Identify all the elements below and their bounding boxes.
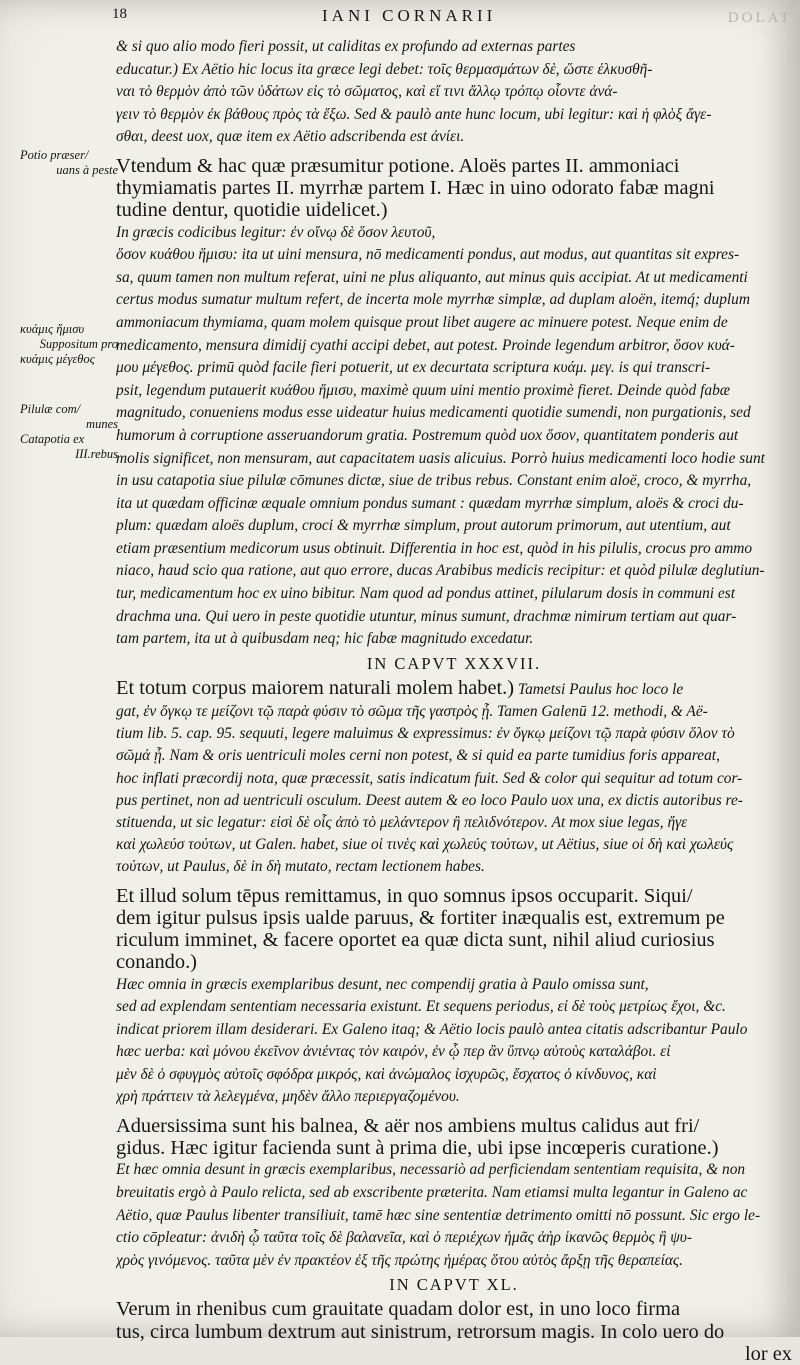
text-line: dem igitur pulsus ipsis ualde paruus, & fortiter inæqualis est, extremum pe <box>116 906 725 929</box>
margin-note-line: munes <box>86 417 118 431</box>
bleed-through-head: DOLAT <box>727 10 792 26</box>
commentary-paragraph <box>116 1159 792 1272</box>
text-line: etiam præsentium medicorum usus obtinuit. Differentia in hoc est, quòd in his pilulis, crocus pro ammo <box>116 539 753 557</box>
text-line: ctio cōpleatur: ἀνιδὴ ᾧ ταῦτα τοῖς δὲ βαλανεῖα, καὶ ὁ περιέχων ἡμᾶς ἀὴρ ἱκανῶς θερμὸς ἢ ψυ- <box>116 1229 692 1247</box>
commentary-text: stituenda, ut sic legatur: εἰσὶ δὲ οἷς ἀπὸ τὸ μελάντερον ἢ πελιδνότερον. At mox siue legas, ἤγε <box>116 814 688 832</box>
text-line <box>116 856 792 878</box>
folio-number: 18 <box>112 6 127 22</box>
commentary-text: hoc inflati præcordij nota, quæ præcessit, satis indicatum fuit. Sed & color qui sequitur ad totum cor- <box>116 769 743 787</box>
text-line: tus, circa lumbum dextrum aut sinistrum, retrorsum magis. In colo uero do <box>116 1320 725 1343</box>
lemma-paragraph <box>116 1115 792 1159</box>
lemma-paragraph <box>116 885 792 974</box>
commentary-text: Tametsi Paulus hoc loco le <box>514 680 684 698</box>
text-line: ammoniacum thymiama, quam molem quisque prout libet augere ac minuere potest. Neque enim de <box>116 313 728 331</box>
margin-note-line: Pilulæ com/ <box>20 402 81 416</box>
text-line <box>116 790 792 812</box>
page-body <box>116 36 792 1365</box>
margin-note-potio <box>20 148 118 178</box>
text-line: ὅσον κυάθου ἥμισυ: ita ut uini mensura, nō medicamenti pondus, aut modus, aut quantitas sit expres- <box>116 246 740 264</box>
text-line: tur, medicamentum hoc ex uino bibitur. Nam quod ad pondus attinet, pilularum dosis in communi est <box>116 585 736 603</box>
commentary-paragraph <box>116 677 792 879</box>
text-line: In græcis codicibus legitur: ἐν οἴνῳ δὲ ὅσον λευτοῦ, <box>116 223 436 241</box>
margin-note-pilulae <box>20 402 118 462</box>
text-line: γειν τὸ θερμὸν ἐκ βάθους πρὸς τὰ ἔξω. Sed & paulò ante hunc locum, ubi legitur: καὶ ἡ φλὸξ ἄγε- <box>116 105 712 123</box>
text-line: drachma una. Qui uero in peste quotidie utuntur, minus sumunt, drachmæ nimirum tertiam aut quar- <box>116 607 737 625</box>
text-line: humorum à corruptione asseruandorum gratia. Postremum quòd uox ὅσον, quantitatem ponderis aut <box>116 426 739 444</box>
lemma-text: Et totum corpus maiorem naturali molem habet.) <box>116 676 515 699</box>
text-line: ναι τὸ θερμὸν ἀπὸ τῶν ὑδάτων εἰς τὸ σῶματος, καὶ εἴ τινι ἄλλῳ τρόπῳ οἷοντε ἀνά- <box>116 83 618 101</box>
margin-note-line: κυάμις ἥμισυ <box>20 322 85 336</box>
text-line: χρὴ πράττειν τὰ λελεγμένα, μηδὲν ἄλλο περιεργαζομένου. <box>116 1088 460 1106</box>
text-line: lor ex <box>745 1342 792 1365</box>
margin-note-line: Suppositum pro <box>39 337 118 351</box>
text-line: riculum imminet, & facere oportet ea quæ dicta sunt, nihil aliud curiosius <box>116 929 715 952</box>
margin-note-line: uans à peste <box>56 163 118 177</box>
text-line: Vtendum & hac quæ præsumitur potione. Aloës partes II. ammoniaci <box>116 154 680 177</box>
text-line <box>116 723 792 745</box>
text-line: medicamento, mensura dimidij cyathi accipi debet, aut potest. Proinde legendum arbitror, ὅσον κυά- <box>116 336 735 354</box>
margin-note-line: Catapotia ex <box>20 432 85 446</box>
text-line <box>116 812 792 834</box>
text-line: Aduersissima sunt his balnea, & aër nos ambiens multus calidus aut fri/ <box>116 1115 700 1138</box>
margin-note-line: III.rebus <box>75 447 118 461</box>
text-line: & si quo alio modo fieri possit, ut caliditas ex profundo ad externas partes <box>116 38 576 55</box>
commentary-paragraph <box>116 974 792 1110</box>
commentary-text: σῶμά ᾖ. Nam & oris uentriculi moles cerni non potest, & si quid ea parte tumidius foris appareat, <box>116 747 720 765</box>
margin-note-line: κυάμις μέγεθος <box>20 352 95 366</box>
commentary-text: καὶ χωλεύσ τούτων, ut Galen. habet, siue οἱ τινὲς καὶ χωλεύς τούτων, ut Aëtius, siue οἱ δὴ καὶ χωλεύς <box>116 836 734 854</box>
commentary-text: pus pertinet, non ad uentriculi osculum. Deest autem & eo loco Paulo uox una, ex dictis autoribus re- <box>116 791 743 809</box>
text-line: certus modus sumatur multum refert, de incerta mole myrrhæ simplæ, ad duplam aloën, itemq́; duplum <box>116 291 750 309</box>
lemma-paragraph <box>116 1298 792 1365</box>
text-line <box>116 745 792 767</box>
text-line: indicat priorem illam desiderari. Ex Galeno itaq; & Aëtio locis paulò antea citatis adscribantur Paulo <box>116 1020 748 1038</box>
text-line: σθαι, deest uox, quæ item ex Aëtio adscribenda est ἀνίει. <box>116 128 465 146</box>
chapter-heading: IN CAPVT XXXVII. <box>366 653 542 673</box>
text-line <box>116 834 792 856</box>
commentary-text: τούτων, ut Paulus, δὲ in δὴ mutato, rectam lectionem habes. <box>116 858 485 876</box>
text-line: hæc uerba: καὶ μόνου ἐκεῖνον ἀνιέντας τὸν καιρόν, ἐν ᾧ περ ἂν ὕπνῳ αὐτοὺς καταλάβοι. εἰ <box>116 1043 671 1061</box>
text-line: μὲν δὲ ὁ σφυγμὸς αὐτοῖς σφόδρα μικρός, καὶ ἀνώμαλος ἰσχυρῶς, ἔσχατος ὁ κίνδυνος, καὶ <box>116 1065 657 1083</box>
text-line: gidus. Hæc igitur facienda sunt à prima die, ubi ipse incœperis curatione.) <box>116 1137 719 1160</box>
chapter-heading: IN CAPVT XL. <box>389 1275 519 1295</box>
text-line: educatur.) Ex Aëtio hic locus ita græce legi debet: τοῖς θερμασμάτων δὲ, ὥστε ἑλκυσθῆ- <box>116 60 653 78</box>
text-line: ita ut quædam officinæ æquale omnium pondus sumant : quædam myrrhæ simplum, aloës & croci du- <box>116 494 744 512</box>
lemma-paragraph <box>116 155 792 222</box>
page-header <box>112 6 792 32</box>
text-line <box>116 768 792 790</box>
commentary-text: gat, ἐν ὄγκῳ τε μείζονι τῷ παρὰ φύσιν τὸ σῶμα τῆς γαστρὸς ᾖ. Tamen Galenū 12. methodi, & Aë- <box>116 703 708 721</box>
commentary-paragraph <box>116 222 792 651</box>
text-line: tudine dentur, quotidie uidelicet.) <box>116 199 388 222</box>
text-line: sa, quum tamen non multum referat, uini ne plus aliquanto, aut minus quis accipiat. At ut medicamenti <box>116 268 748 286</box>
text-line <box>116 677 792 701</box>
margin-note-kyamis <box>20 322 118 367</box>
text-line: Et hæc omnia desunt in græcis exemplaribus, necessariò ad perficiendam sententiam requisita, & non <box>116 1161 746 1179</box>
text-line: conando.) <box>116 951 197 974</box>
commentary-text: tium lib. 5. cap. 95. sequuti, legere maluimus & expressimus: ἐν ὄγκῳ μείζονι τῷ παρὰ φύσιν ὅλον τὸ <box>116 725 735 743</box>
text-line: niaco, haud scio qua ratione, aut quo errore, ducas Arabibus medicis recipitur: et quòd pilulæ deglutiun- <box>116 562 765 580</box>
text-line: thymiamatis partes II. myrrhæ partem I. Hæc in uino odorato fabæ magni <box>116 177 715 200</box>
text-line: Hæc omnia in græcis exemplaribus desunt, nec compendij gratia à Paulo omissa sunt, <box>116 975 649 993</box>
commentary-paragraph <box>116 36 792 149</box>
text-line <box>116 701 792 723</box>
running-head: IANI CORNARII <box>322 6 497 25</box>
text-line: μου μέγεθος. primū quòd facile fieri potuerit, ut ex decurtata scriptura κυάμ. μεγ. is qui transcri- <box>116 359 711 377</box>
text-line: molis significet, non mensuram, aut capacitatem uasis alicuius. Porrò huius medicamenti loco hodie sunt <box>116 449 765 467</box>
text-line: Verum in rhenibus cum grauitate quadam dolor est, in uno loco firma <box>116 1298 680 1321</box>
text-line: sed ad explendam sententiam necessaria existunt. Et sequens periodus, εἰ δὲ τοὺς μετρίως ἔχοι, &c. <box>116 998 726 1016</box>
text-line: tam partem, ita ut à quibusdam neq; hic fabæ magnitudo excedatur. <box>116 630 534 648</box>
text-line: breuitatis ergò à Paulo relicta, sed ab exscribente præterita. Nam etiamsi multa legantur in Galeno ac <box>116 1184 748 1202</box>
text-line: psit, legendum putauerit κυάθου ἥμισυ, maximè quum uini mentio proximè fieret. Deinde quòd fabæ <box>116 381 731 399</box>
text-line: Aëtio, quæ Paulus libenter transiliuit, tamē hæc sine sententiæ detrimento omitti nō possunt. Sic ergo le- <box>116 1206 761 1224</box>
text-line: magnitudo, conueniens modus esse uideatur huius medicamenti quotidie sumendi, non purgationis, sed <box>116 404 751 422</box>
text-line: plum: quædam aloës duplum, croci & myrrhæ simplum, prout autorum primorum, aut utentium, aut <box>116 517 731 535</box>
text-line: in usu catapotia siue pilulæ cōmunes dictæ, siue de tribus rebus. Constant enim aloë, croco, & myrrha, <box>116 472 752 490</box>
margin-note-line: Potio præser/ <box>20 148 89 162</box>
text-line: χρὸς γινόμενος. ταῦτα μὲν ἐν πρακτέον ἐξ τῆς πρώτης ἡμέρας ὅτου αὐτὸς ἄρξῃ τῆς θεραπείας. <box>116 1251 684 1269</box>
text-line: Et illud solum tēpus remittamus, in quo somnus ipsos occuparit. Siqui/ <box>116 884 693 907</box>
